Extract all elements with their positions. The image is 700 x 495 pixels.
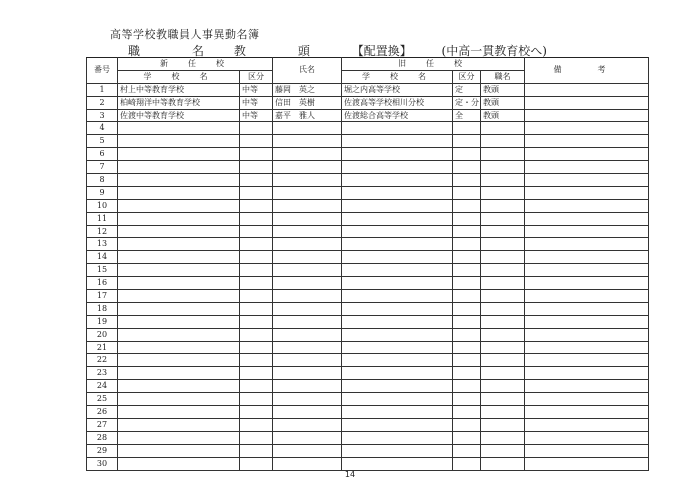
roster-body (87, 83, 649, 470)
new-category-cell (240, 290, 273, 303)
new-school-cell (118, 367, 240, 380)
position-cell (481, 418, 525, 431)
name-cell (273, 277, 342, 290)
table-row (87, 148, 649, 161)
table-row (87, 328, 649, 341)
old-school-cell (342, 302, 453, 315)
name-cell (273, 161, 342, 174)
row-number: 23 (87, 367, 118, 380)
new-school-cell (118, 238, 240, 251)
old-category-cell (453, 341, 481, 354)
position-cell (481, 406, 525, 419)
table-row (87, 444, 649, 457)
row-number: 25 (87, 393, 118, 406)
old-school-cell (342, 225, 453, 238)
position-cell (481, 174, 525, 187)
remarks-cell (525, 290, 649, 303)
old-school-cell (342, 315, 453, 328)
old-school-cell (342, 199, 453, 212)
old-school-cell (342, 251, 453, 264)
table-row (87, 212, 649, 225)
header-old-school-name: 学 校 名 (342, 70, 453, 83)
old-school-cell (342, 328, 453, 341)
new-school-cell (118, 418, 240, 431)
name-cell (273, 418, 342, 431)
remarks-cell (525, 354, 649, 367)
new-school-cell (118, 315, 240, 328)
row-number: 18 (87, 302, 118, 315)
row-number: 24 (87, 380, 118, 393)
remarks-cell (525, 238, 649, 251)
old-school-cell (342, 212, 453, 225)
new-category-cell (240, 457, 273, 470)
row-number: 10 (87, 199, 118, 212)
subtitle-label: 職 名 (128, 44, 225, 58)
new-category-cell (240, 341, 273, 354)
table-row (87, 367, 649, 380)
new-category-cell (240, 199, 273, 212)
row-number: 15 (87, 264, 118, 277)
name-cell (273, 341, 342, 354)
new-category-cell (240, 418, 273, 431)
old-school-cell (342, 367, 453, 380)
row-number: 3 (87, 109, 118, 122)
table-row (87, 251, 649, 264)
new-category-cell (240, 328, 273, 341)
row-number: 13 (87, 238, 118, 251)
new-school-cell (118, 199, 240, 212)
old-school-cell (342, 277, 453, 290)
row-number: 2 (87, 96, 118, 109)
remarks-cell (525, 380, 649, 393)
name-cell (273, 238, 342, 251)
name-cell (273, 251, 342, 264)
table-row (87, 341, 649, 354)
new-school-cell (118, 135, 240, 148)
new-category-cell (240, 315, 273, 328)
table-row (87, 199, 649, 212)
new-school-cell (118, 457, 240, 470)
new-category-cell (240, 277, 273, 290)
new-school-cell (118, 431, 240, 444)
old-school-cell (342, 238, 453, 251)
new-school-cell (118, 354, 240, 367)
row-number: 22 (87, 354, 118, 367)
table-row (87, 238, 649, 251)
remarks-cell (525, 174, 649, 187)
name-cell (273, 393, 342, 406)
table-row (87, 431, 649, 444)
position-cell (481, 264, 525, 277)
old-category-cell: 定 (453, 83, 481, 96)
remarks-cell (525, 148, 649, 161)
remarks-cell (525, 393, 649, 406)
name-cell (273, 122, 342, 135)
old-category-cell (453, 315, 481, 328)
row-number: 1 (87, 83, 118, 96)
table-row (87, 122, 649, 135)
name-cell (273, 186, 342, 199)
new-category-cell (240, 122, 273, 135)
new-school-cell (118, 212, 240, 225)
new-category-cell (240, 380, 273, 393)
remarks-cell (525, 212, 649, 225)
table-row (87, 302, 649, 315)
row-number: 6 (87, 148, 118, 161)
table-row (87, 264, 649, 277)
new-school-cell (118, 122, 240, 135)
remarks-cell (525, 199, 649, 212)
table-row (87, 161, 649, 174)
old-category-cell (453, 212, 481, 225)
row-number: 12 (87, 225, 118, 238)
row-number: 21 (87, 341, 118, 354)
remarks-cell (525, 109, 649, 122)
remarks-cell (525, 341, 649, 354)
position-cell: 教頭 (481, 109, 525, 122)
old-category-cell: 定・分 (453, 96, 481, 109)
position-cell (481, 277, 525, 290)
header-position: 職名 (481, 70, 525, 83)
old-category-cell (453, 431, 481, 444)
position-cell (481, 341, 525, 354)
row-number: 9 (87, 186, 118, 199)
name-cell (273, 135, 342, 148)
row-number: 20 (87, 328, 118, 341)
new-category-cell (240, 251, 273, 264)
name-cell (273, 367, 342, 380)
position-cell: 教頭 (481, 96, 525, 109)
roster-table (86, 57, 649, 471)
old-school-cell (342, 122, 453, 135)
new-category-cell (240, 225, 273, 238)
remarks-cell (525, 135, 649, 148)
position-cell (481, 431, 525, 444)
old-category-cell (453, 225, 481, 238)
new-category-cell (240, 444, 273, 457)
old-school-cell: 佐渡総合高等学校 (342, 109, 453, 122)
name-cell: 藤岡 英之 (273, 83, 342, 96)
new-school-cell (118, 225, 240, 238)
old-category-cell (453, 393, 481, 406)
new-category-cell (240, 238, 273, 251)
position-cell (481, 199, 525, 212)
table-row (87, 186, 649, 199)
name-cell (273, 431, 342, 444)
row-number: 17 (87, 290, 118, 303)
name-cell (273, 199, 342, 212)
remarks-cell (525, 328, 649, 341)
old-school-cell (342, 148, 453, 161)
remarks-cell (525, 186, 649, 199)
table-row (87, 174, 649, 187)
old-school-cell: 佐渡高等学校相川分校 (342, 96, 453, 109)
new-category-cell (240, 186, 273, 199)
remarks-cell (525, 302, 649, 315)
old-category-cell (453, 174, 481, 187)
new-school-cell (118, 251, 240, 264)
header-new-school: 新 任 校 (118, 58, 273, 71)
old-school-cell (342, 406, 453, 419)
name-cell (273, 212, 342, 225)
position-cell (481, 238, 525, 251)
old-category-cell (453, 302, 481, 315)
position-cell (481, 380, 525, 393)
position-cell (481, 148, 525, 161)
name-cell (273, 174, 342, 187)
row-number: 11 (87, 212, 118, 225)
new-school-cell (118, 444, 240, 457)
position-cell (481, 302, 525, 315)
position-cell (481, 225, 525, 238)
remarks-cell (525, 418, 649, 431)
old-category-cell (453, 444, 481, 457)
position-cell (481, 161, 525, 174)
remarks-cell (525, 406, 649, 419)
new-school-cell (118, 290, 240, 303)
row-number: 8 (87, 174, 118, 187)
old-category-cell (453, 122, 481, 135)
new-school-cell (118, 174, 240, 187)
table-row (87, 109, 649, 122)
old-school-cell (342, 393, 453, 406)
name-cell: 信田 英樹 (273, 96, 342, 109)
row-number: 29 (87, 444, 118, 457)
old-school-cell (342, 174, 453, 187)
old-school-cell (342, 341, 453, 354)
remarks-cell (525, 225, 649, 238)
remarks-cell (525, 83, 649, 96)
header-old-school: 旧 任 校 (342, 58, 525, 71)
position-cell (481, 186, 525, 199)
new-school-cell (118, 302, 240, 315)
old-category-cell (453, 161, 481, 174)
new-category-cell (240, 302, 273, 315)
row-number: 26 (87, 406, 118, 419)
new-category-cell (240, 354, 273, 367)
name-cell (273, 148, 342, 161)
remarks-cell (525, 96, 649, 109)
old-school-cell: 堀之内高等学校 (342, 83, 453, 96)
table-row (87, 354, 649, 367)
old-category-cell (453, 380, 481, 393)
new-category-cell (240, 431, 273, 444)
old-category-cell (453, 277, 481, 290)
position-cell (481, 212, 525, 225)
name-cell (273, 302, 342, 315)
row-number: 19 (87, 315, 118, 328)
header-old-category: 区分 (453, 70, 481, 83)
header-new-category: 区分 (240, 70, 273, 83)
old-school-cell (342, 444, 453, 457)
remarks-cell (525, 367, 649, 380)
row-number: 30 (87, 457, 118, 470)
new-category-cell (240, 161, 273, 174)
subtitle-tag: 【配置換】 (351, 44, 412, 58)
new-school-cell (118, 277, 240, 290)
new-school-cell (118, 161, 240, 174)
name-cell (273, 354, 342, 367)
new-category-cell (240, 212, 273, 225)
old-category-cell (453, 186, 481, 199)
old-category-cell: 全 (453, 109, 481, 122)
row-number: 7 (87, 161, 118, 174)
remarks-cell (525, 457, 649, 470)
old-category-cell (453, 457, 481, 470)
old-school-cell (342, 264, 453, 277)
old-school-cell (342, 431, 453, 444)
new-category-cell (240, 174, 273, 187)
old-category-cell (453, 264, 481, 277)
position-cell (481, 367, 525, 380)
old-school-cell (342, 418, 453, 431)
row-number: 5 (87, 135, 118, 148)
subtitle-role: 教 頭 (233, 44, 330, 58)
page-number: 14 (344, 470, 356, 479)
new-school-cell (118, 186, 240, 199)
row-number: 16 (87, 277, 118, 290)
table-row (87, 418, 649, 431)
old-category-cell (453, 238, 481, 251)
header-new-school-name: 学 校 名 (118, 70, 240, 83)
new-category-cell (240, 367, 273, 380)
name-cell (273, 290, 342, 303)
position-cell (481, 251, 525, 264)
table-row (87, 290, 649, 303)
table-row (87, 406, 649, 419)
position-cell (481, 444, 525, 457)
row-number: 4 (87, 122, 118, 135)
old-school-cell (342, 457, 453, 470)
new-school-cell (118, 148, 240, 161)
row-number: 27 (87, 418, 118, 431)
position-cell (481, 393, 525, 406)
table-row (87, 225, 649, 238)
subtitle-note: (中高一貫教育校へ) (441, 44, 547, 58)
old-category-cell (453, 418, 481, 431)
remarks-cell (525, 264, 649, 277)
old-category-cell (453, 199, 481, 212)
position-cell (481, 328, 525, 341)
new-school-cell: 佐渡中等教育学校 (118, 109, 240, 122)
new-category-cell (240, 148, 273, 161)
old-category-cell (453, 148, 481, 161)
new-category-cell: 中等 (240, 109, 273, 122)
table-row (87, 277, 649, 290)
header-remarks: 備 考 (525, 58, 649, 84)
table-row (87, 96, 649, 109)
new-category-cell: 中等 (240, 96, 273, 109)
old-category-cell (453, 406, 481, 419)
name-cell: 嘉平 雅人 (273, 109, 342, 122)
remarks-cell (525, 315, 649, 328)
name-cell (273, 264, 342, 277)
new-school-cell (118, 328, 240, 341)
table-row (87, 135, 649, 148)
position-cell (481, 135, 525, 148)
new-school-cell (118, 341, 240, 354)
new-school-cell: 柏崎翔洋中等教育学校 (118, 96, 240, 109)
old-category-cell (453, 290, 481, 303)
table-row (87, 393, 649, 406)
old-school-cell (342, 186, 453, 199)
position-cell (481, 315, 525, 328)
remarks-cell (525, 122, 649, 135)
new-category-cell (240, 135, 273, 148)
name-cell (273, 328, 342, 341)
old-school-cell (342, 135, 453, 148)
name-cell (273, 225, 342, 238)
new-category-cell (240, 264, 273, 277)
table-row (87, 457, 649, 470)
old-category-cell (453, 354, 481, 367)
name-cell (273, 457, 342, 470)
table-row (87, 83, 649, 96)
remarks-cell (525, 444, 649, 457)
remarks-cell (525, 277, 649, 290)
position-cell (481, 354, 525, 367)
new-school-cell (118, 393, 240, 406)
new-school-cell (118, 380, 240, 393)
position-cell (481, 457, 525, 470)
name-cell (273, 380, 342, 393)
old-school-cell (342, 380, 453, 393)
row-number: 14 (87, 251, 118, 264)
new-school-cell (118, 406, 240, 419)
old-category-cell (453, 135, 481, 148)
position-cell: 教頭 (481, 83, 525, 96)
name-cell (273, 444, 342, 457)
old-category-cell (453, 328, 481, 341)
table-row (87, 315, 649, 328)
remarks-cell (525, 161, 649, 174)
position-cell (481, 122, 525, 135)
name-cell (273, 315, 342, 328)
table-row (87, 380, 649, 393)
new-category-cell: 中等 (240, 83, 273, 96)
document-title: 高等学校教職員人事異動名簿 (110, 28, 260, 41)
old-category-cell (453, 251, 481, 264)
remarks-cell (525, 251, 649, 264)
row-number: 28 (87, 431, 118, 444)
name-cell (273, 406, 342, 419)
remarks-cell (525, 431, 649, 444)
new-school-cell (118, 264, 240, 277)
position-cell (481, 290, 525, 303)
old-school-cell (342, 161, 453, 174)
header-number: 番号 (87, 58, 118, 84)
old-school-cell (342, 354, 453, 367)
header-name: 氏名 (273, 58, 342, 84)
old-school-cell (342, 290, 453, 303)
new-category-cell (240, 406, 273, 419)
new-category-cell (240, 393, 273, 406)
old-category-cell (453, 367, 481, 380)
new-school-cell: 村上中等教育学校 (118, 83, 240, 96)
